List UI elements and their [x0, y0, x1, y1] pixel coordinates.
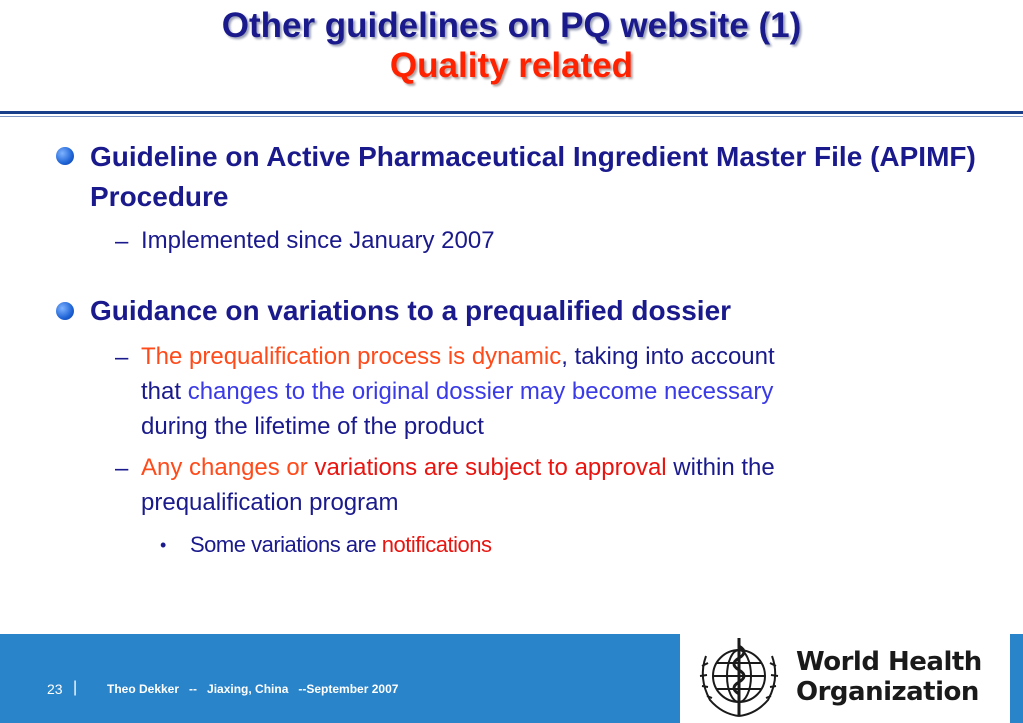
- title-divider: [0, 111, 1023, 114]
- text-plain: Some variations are: [190, 532, 382, 557]
- text-plain: within the: [666, 454, 775, 481]
- title-main: Other guidelines on PQ website (1): [221, 6, 802, 45]
- bullet-dot-icon: [56, 147, 74, 165]
- text-orange: Any changes or: [141, 454, 315, 481]
- text-plain: prequalification program: [141, 489, 399, 516]
- who-emblem-icon: [692, 636, 786, 720]
- bullet-heading-variations: Guidance on variations to a prequalified dossier: [90, 295, 732, 326]
- bullet-dot-icon: [56, 302, 74, 320]
- text-blue: changes to the original dossier may become necessary: [187, 378, 774, 405]
- bullet-heading-apimf: Guideline on Active Pharmaceutical Ingredient Master File (APIMF) Procedure: [90, 141, 976, 212]
- title-subtitle: Quality related: [389, 46, 634, 85]
- text-red: notifications: [381, 532, 492, 557]
- page-number: 23: [47, 681, 63, 697]
- title-divider-thin: [0, 116, 1023, 117]
- footer-presenter: Theo Dekker -- Jiaxing, China --September 2007: [107, 682, 399, 696]
- dash-marker: –: [115, 228, 129, 255]
- text-plain: during the lifetime of the product: [141, 413, 484, 440]
- text-orange: The prequalification process is dynamic: [141, 343, 562, 370]
- sub-bullet-dynamic: [141, 339, 941, 444]
- sub-sub-bullet-notifications: [190, 532, 491, 558]
- dash-marker: –: [115, 344, 129, 371]
- who-name-line2: Organization: [796, 677, 979, 707]
- slide-title: [0, 6, 1023, 86]
- text-red: variations are subject to approval: [314, 454, 667, 481]
- text-plain: , taking into account: [561, 343, 775, 370]
- who-name-line1: World Health: [796, 647, 982, 677]
- page-separator: |: [73, 679, 78, 696]
- text-plain: that: [141, 378, 188, 405]
- small-bullet-icon: •: [160, 535, 167, 555]
- sub-bullet-approval: [141, 450, 941, 520]
- sub-bullet-implemented: Implemented since January 2007: [141, 227, 495, 254]
- dash-marker: –: [115, 455, 129, 482]
